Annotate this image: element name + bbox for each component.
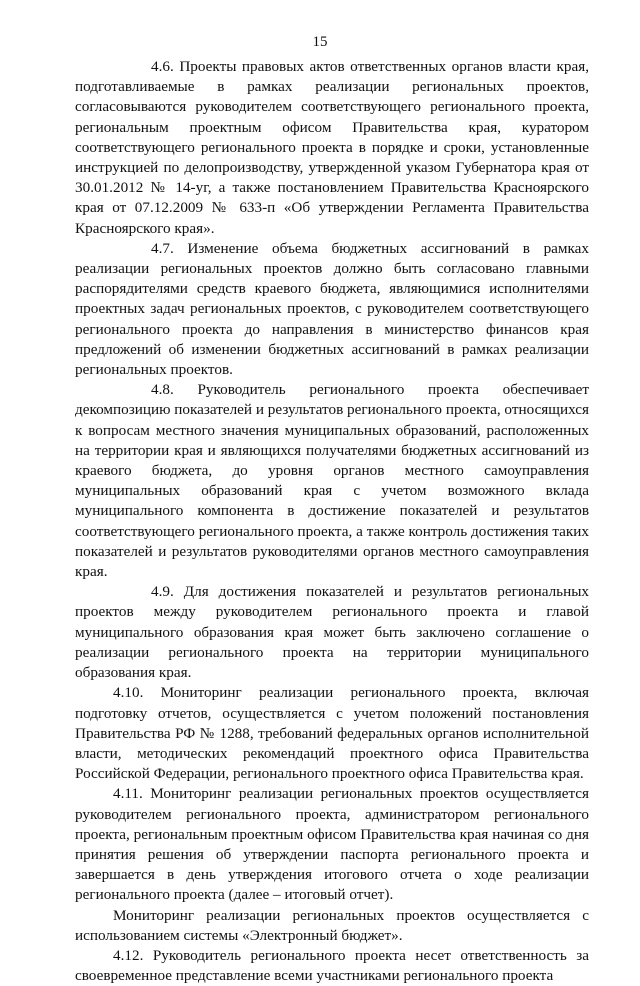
paragraph-number: 4.6. (151, 58, 174, 75)
paragraph-text: Мониторинг реализации региональных проектов осуществляется руководителем регионального проекта, администратором регионального проекта, региональным проектным офисом Правительства края начиная со дня принятия решения об утверждении паспорта регионального проекта и завершается в день утверждения итогового отчета о ходе реализации регионального проекта (далее – итоговый отчет). (75, 785, 589, 904)
document-body (75, 57, 589, 986)
paragraph-number: 4.9. (151, 583, 174, 601)
paragraph-number: 4.7. (151, 239, 174, 257)
paragraph-4-7 (75, 239, 589, 380)
paragraph-number: 4.11. (113, 785, 143, 803)
paragraph-4-6 (75, 57, 589, 239)
paragraph-text: Мониторинг реализации регионального проекта, включая подготовку отчетов, осуществляется с учетом положений постановления Правительства РФ № 1288, требований федеральных органов исполнительной власти, методических рекомендаций проектного офиса Правительства Российской Федерации, регионального проектного офиса Правительства края. (75, 684, 589, 783)
paragraph-text: Руководитель регионального проекта обеспечивает декомпозицию показателей и результатов регионального проекта, относящихся к вопросам местного значения муниципальных образований, расположенных на территории края и являющихся получателями бюджетных ассигнований из краевого бюджета, до уровня органов местного самоуправления муниципальных образований края с учетом возможного вклада муниципального компонента в достижение показателей и результатов соответствующего регионального проекта, а также контроль достижения таких показателей и результатов руководителями органов местного самоуправления края. (75, 381, 589, 581)
paragraph-4-9 (75, 582, 589, 683)
page-number: 15 (312, 34, 328, 50)
paragraph-4-12 (75, 946, 589, 986)
paragraph-text: Проекты правовых актов ответственных органов власти края, подготавливаемые в рамках реализации региональных проектов, согласовываются руководителем соответствующего регионального проекта, региональным проектным офисом Правительства края, куратором соответствующего регионального проекта в порядке и сроки, установленные инструкцией по делопроизводству, утвержденной указом Губернатора края от 30.01.2012 № 14-уг, а также постановлением Правительства Красноярского края от 07.12.2009 № 633-п «Об утверждении Регламента Правительства Красноярского края». (75, 58, 590, 237)
paragraph-text: Руководитель регионального проекта несет ответственность за своевременное представление всеми участниками регионального проекта (75, 946, 589, 985)
paragraph-4-11 (75, 784, 589, 905)
paragraph-4-11-continuation (75, 906, 589, 946)
paragraph-number: 4.12. (113, 946, 144, 964)
paragraph-number: 4.8. (151, 381, 174, 399)
paragraph-text: Изменение объема бюджетных ассигнований в рамках реализации региональных проектов должно быть согласовано главными распорядителями средств краевого бюджета, являющимися исполнителями проектных задач региональных проектов, с руководителем соответствующего регионального проекта до направления в министерство финансов края предложений об изменении бюджетных ассигнований в рамках реализации региональных проектов. (75, 239, 589, 379)
paragraph-text: Мониторинг реализации региональных проектов осуществляется с использованием системы «Электронный бюджет». (75, 906, 589, 944)
paragraph-4-8 (75, 380, 589, 582)
paragraph-number: 4.10. (113, 684, 144, 702)
paragraph-4-10 (75, 683, 589, 784)
paragraph-text: Для достижения показателей и результатов региональных проектов между руководителем регионального проекта и главой муниципального образования края может быть заключено соглашение о реализации регионального проекта на территории муниципального образования края. (75, 583, 590, 682)
